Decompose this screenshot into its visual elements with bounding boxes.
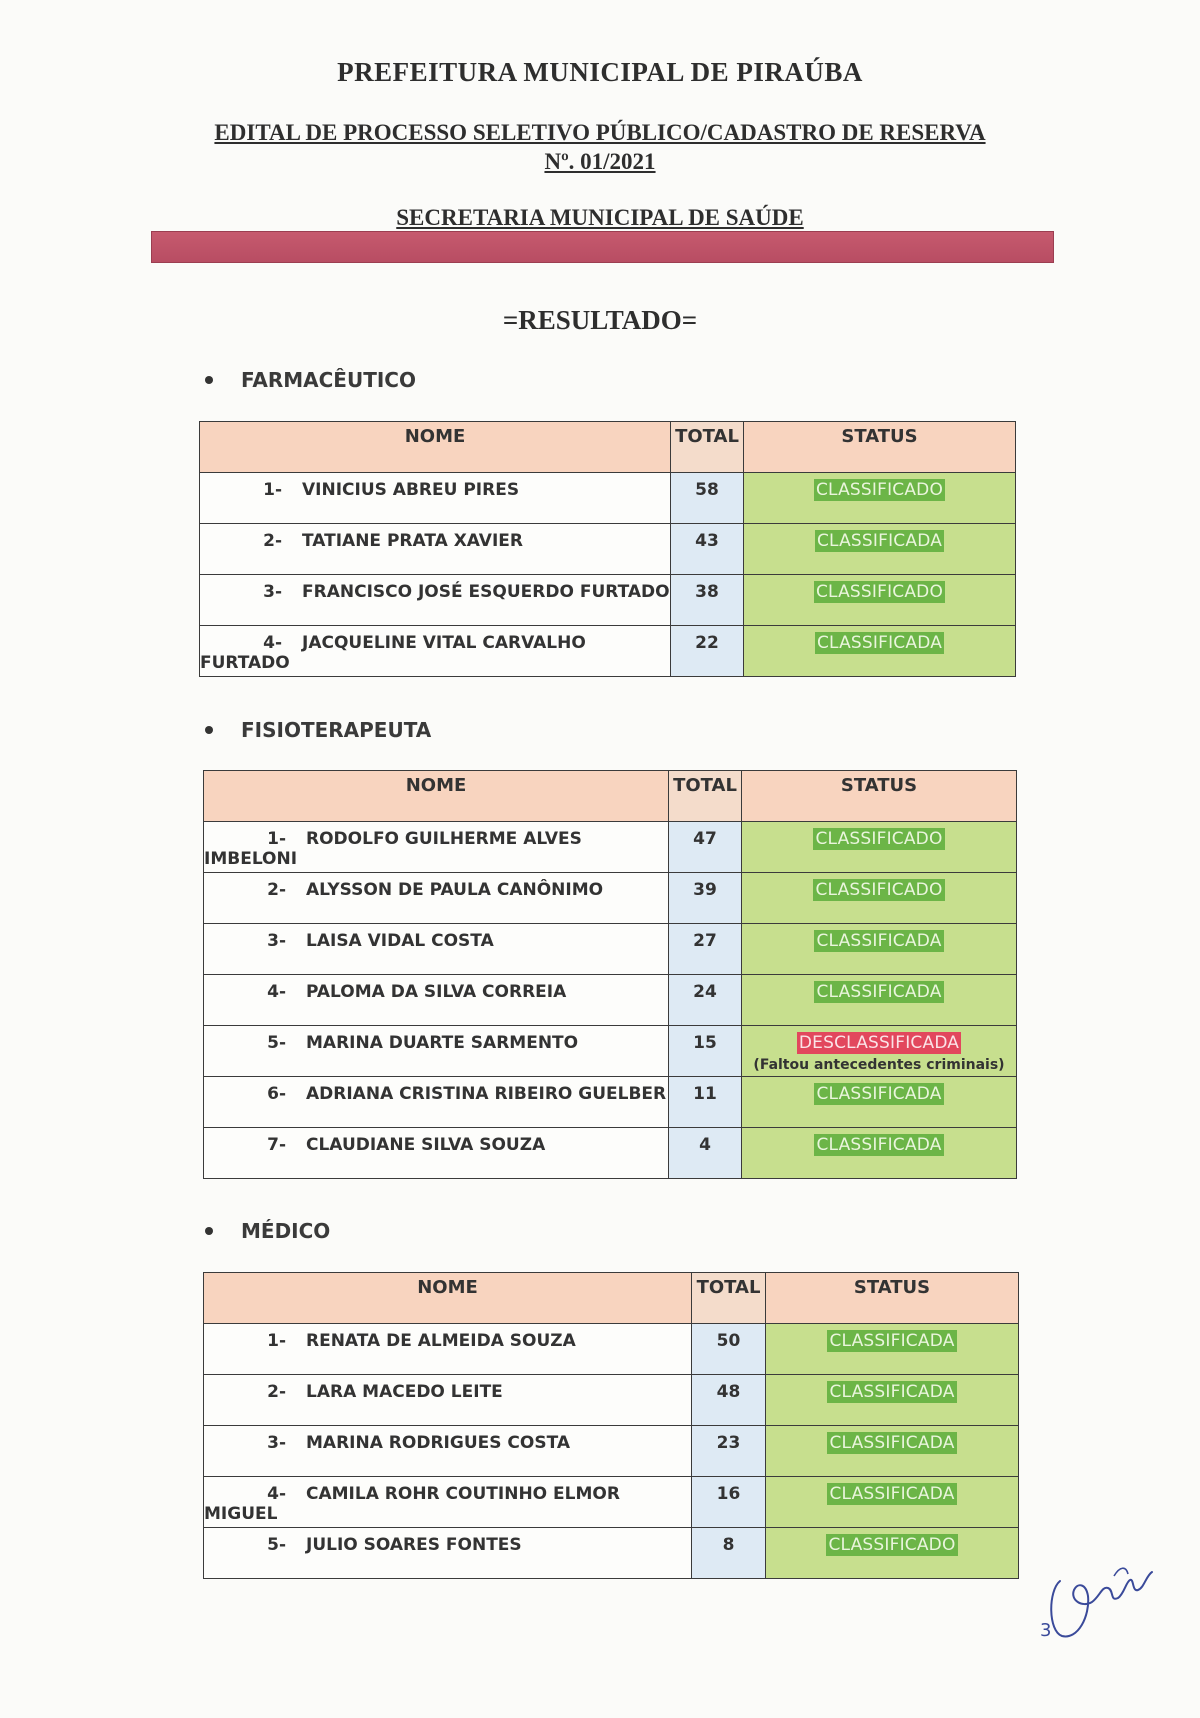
total-cell: 48 xyxy=(692,1375,766,1426)
total-cell: 11 xyxy=(669,1077,742,1128)
name-cell xyxy=(204,924,669,975)
candidate-name: ADRIANA CRISTINA RIBEIRO GUELBER xyxy=(306,1084,667,1104)
status-cell xyxy=(744,575,1016,626)
column-header-total: TOTAL xyxy=(669,771,742,822)
candidate-name: LAISA VIDAL COSTA xyxy=(306,931,494,951)
result-title: =RESULTADO= xyxy=(502,305,698,335)
candidate-name: CAMILA ROHR COUTINHO ELMOR MIGUEL xyxy=(204,1484,620,1524)
candidate-name: RENATA DE ALMEIDA SOUZA xyxy=(306,1331,576,1351)
total-cell: 22 xyxy=(671,626,744,677)
row-number: 2- xyxy=(263,531,282,551)
name-cell xyxy=(204,1026,669,1077)
status-badge: CLASSIFICADA xyxy=(829,1433,955,1453)
table-row xyxy=(204,1128,1017,1179)
row-number: 4- xyxy=(267,982,286,1002)
results-table-farmaceutico xyxy=(199,421,1016,677)
status-badge: CLASSIFICADO xyxy=(815,829,943,849)
row-number: 3- xyxy=(263,582,282,602)
total-cell: 8 xyxy=(692,1528,766,1579)
candidate-name: ALYSSON DE PAULA CANÔNIMO xyxy=(306,880,604,900)
status-cell xyxy=(742,1077,1017,1128)
table-row xyxy=(204,975,1017,1026)
row-number: 1- xyxy=(263,480,282,500)
row-number: 2- xyxy=(267,1382,286,1402)
status-badge: CLASSIFICADA xyxy=(829,1484,955,1504)
header-bar xyxy=(151,231,1054,263)
status-badge: CLASSIFICADO xyxy=(815,582,944,602)
table-row xyxy=(200,626,1016,677)
status-badge: CLASSIFICADA xyxy=(816,1084,942,1104)
column-header-status: STATUS xyxy=(744,422,1016,473)
table-header-row xyxy=(200,422,1016,473)
total-cell: 16 xyxy=(692,1477,766,1528)
table-row xyxy=(204,924,1017,975)
row-number: 3- xyxy=(267,1433,286,1453)
table-row xyxy=(204,873,1017,924)
table-row xyxy=(200,473,1016,524)
row-number: 6- xyxy=(267,1084,286,1104)
row-number: 3- xyxy=(267,931,286,951)
status-cell xyxy=(766,1375,1019,1426)
bullet-icon xyxy=(205,726,213,734)
status-cell xyxy=(744,524,1016,575)
candidate-name: JULIO SOARES FONTES xyxy=(306,1535,522,1555)
candidate-name: FRANCISCO JOSÉ ESQUERDO FURTADO xyxy=(302,582,670,602)
section-title-farmaceutico xyxy=(205,368,416,392)
table-header-row xyxy=(204,771,1017,822)
page-number: 3 xyxy=(1040,1620,1052,1641)
column-header-status: STATUS xyxy=(742,771,1017,822)
status-cell xyxy=(742,924,1017,975)
name-cell xyxy=(204,873,669,924)
total-cell: 23 xyxy=(692,1426,766,1477)
total-cell: 58 xyxy=(671,473,744,524)
name-cell xyxy=(200,524,671,575)
table-header-row xyxy=(204,1273,1019,1324)
signature xyxy=(1030,1536,1160,1651)
bullet-icon xyxy=(205,1227,213,1235)
results-table-fisioterapeuta xyxy=(203,770,1017,1179)
candidate-name: CLAUDIANE SILVA SOUZA xyxy=(306,1135,546,1155)
status-cell xyxy=(766,1324,1019,1375)
row-number: 4- xyxy=(267,1484,286,1504)
table-row xyxy=(200,575,1016,626)
name-cell xyxy=(204,1477,692,1528)
row-number: 1- xyxy=(267,1331,286,1351)
total-cell: 38 xyxy=(671,575,744,626)
name-cell xyxy=(204,1375,692,1426)
total-cell: 47 xyxy=(669,822,742,873)
section-label: FARMACÊUTICO xyxy=(241,368,416,392)
edital-title xyxy=(0,118,1200,176)
status-badge: CLASSIFICADA xyxy=(829,1382,955,1402)
status-badge: CLASSIFICADA xyxy=(816,1135,942,1155)
section-label: FISIOTERAPEUTA xyxy=(241,718,432,742)
edital-line-2: Nº. 01/2021 xyxy=(544,149,656,174)
status-badge: CLASSIFICADO xyxy=(815,880,943,900)
total-cell: 24 xyxy=(669,975,742,1026)
status-cell xyxy=(766,1477,1019,1528)
status-badge: CLASSIFICADA xyxy=(816,531,943,551)
column-header-nome: NOME xyxy=(204,1273,692,1324)
status-badge: CLASSIFICADA xyxy=(816,931,942,951)
status-cell xyxy=(742,873,1017,924)
municipality-title: PREFEITURA MUNICIPAL DE PIRAÚBA xyxy=(337,57,863,87)
status-cell xyxy=(766,1426,1019,1477)
status-cell xyxy=(742,822,1017,873)
total-cell: 4 xyxy=(669,1128,742,1179)
table-row xyxy=(204,1077,1017,1128)
status-cell xyxy=(742,1128,1017,1179)
edital-line-1: EDITAL DE PROCESSO SELETIVO PÚBLICO/CADASTRO DE RESERVA xyxy=(214,120,986,145)
row-number: 1- xyxy=(267,829,286,849)
name-cell xyxy=(204,1426,692,1477)
name-cell xyxy=(204,1077,669,1128)
bullet-icon xyxy=(205,376,213,384)
column-header-status: STATUS xyxy=(766,1273,1019,1324)
results-table-medico xyxy=(203,1272,1019,1579)
total-cell: 15 xyxy=(669,1026,742,1077)
name-cell xyxy=(204,1528,692,1579)
row-number: 5- xyxy=(267,1033,286,1053)
status-badge: CLASSIFICADA xyxy=(829,1331,955,1351)
name-cell xyxy=(204,975,669,1026)
total-cell: 43 xyxy=(671,524,744,575)
row-number: 7- xyxy=(267,1135,286,1155)
candidate-name: PALOMA DA SILVA CORREIA xyxy=(306,982,567,1002)
status-cell xyxy=(744,473,1016,524)
row-number: 4- xyxy=(263,633,282,653)
row-number: 5- xyxy=(267,1535,286,1555)
column-header-total: TOTAL xyxy=(671,422,744,473)
status-cell xyxy=(742,1026,1017,1077)
total-cell: 50 xyxy=(692,1324,766,1375)
total-cell: 27 xyxy=(669,924,742,975)
candidate-name: MARINA DUARTE SARMENTO xyxy=(306,1033,579,1053)
candidate-name: LARA MACEDO LEITE xyxy=(306,1382,503,1402)
table-row xyxy=(204,1026,1017,1077)
section-label: MÉDICO xyxy=(241,1219,331,1243)
name-cell xyxy=(200,626,671,677)
section-title-fisioterapeuta xyxy=(205,718,431,742)
candidate-name: MARINA RODRIGUES COSTA xyxy=(306,1433,570,1453)
column-header-nome: NOME xyxy=(204,771,669,822)
candidate-name: RODOLFO GUILHERME ALVES IMBELONI xyxy=(204,829,582,869)
status-cell xyxy=(742,975,1017,1026)
status-badge: CLASSIFICADA xyxy=(816,982,942,1002)
department-title: SECRETARIA MUNICIPAL DE SAÚDE xyxy=(396,205,804,230)
status-cell xyxy=(766,1528,1019,1579)
candidate-name: JACQUELINE VITAL CARVALHO FURTADO xyxy=(200,633,586,673)
table-row xyxy=(204,1324,1019,1375)
table-row xyxy=(200,524,1016,575)
status-note: (Faltou antecedentes criminais) xyxy=(753,1057,1005,1073)
candidate-name: TATIANE PRATA XAVIER xyxy=(302,531,523,551)
name-cell xyxy=(204,1324,692,1375)
total-cell: 39 xyxy=(669,873,742,924)
status-cell xyxy=(744,626,1016,677)
status-badge: CLASSIFICADA xyxy=(816,633,943,653)
name-cell xyxy=(200,575,671,626)
name-cell xyxy=(204,822,669,873)
table-row xyxy=(204,1528,1019,1579)
status-badge: CLASSIFICADO xyxy=(828,1535,956,1555)
table-row xyxy=(204,1477,1019,1528)
row-number: 2- xyxy=(267,880,286,900)
candidate-name: VINICIUS ABREU PIRES xyxy=(302,480,520,500)
table-row xyxy=(204,1375,1019,1426)
column-header-nome: NOME xyxy=(200,422,671,473)
section-title-medico xyxy=(205,1219,330,1243)
table-row xyxy=(204,1426,1019,1477)
column-header-total: TOTAL xyxy=(692,1273,766,1324)
table-row xyxy=(204,822,1017,873)
status-badge-disqualified: DESCLASSIFICADA xyxy=(798,1033,960,1053)
name-cell xyxy=(204,1128,669,1179)
status-badge: CLASSIFICADO xyxy=(815,480,944,500)
name-cell xyxy=(200,473,671,524)
